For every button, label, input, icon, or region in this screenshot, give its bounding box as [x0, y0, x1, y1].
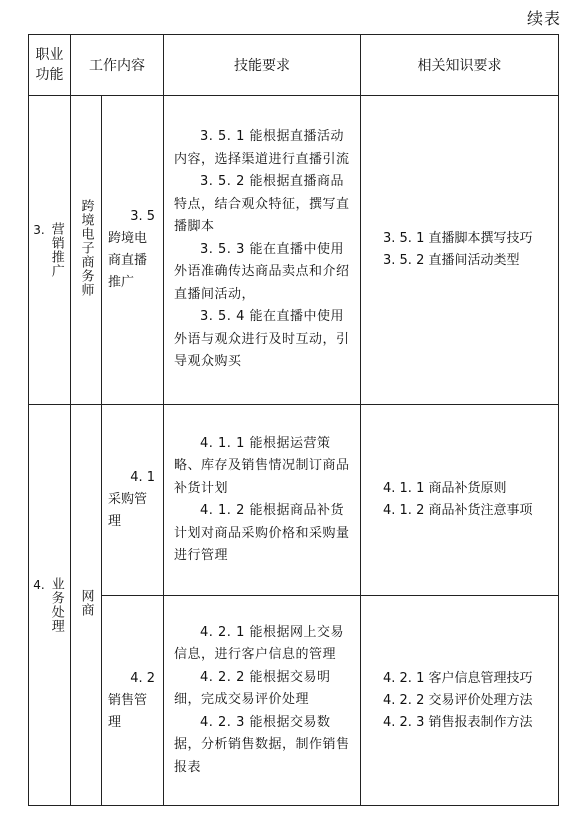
table-row: [29, 405, 559, 596]
knowledge-text: 4. 2. 2 交易评价处理方法: [383, 692, 533, 708]
work-item-cell: [102, 596, 164, 806]
function-name: 业务处理: [48, 577, 64, 633]
table-header-row: [29, 35, 559, 96]
knowledge-cell: [361, 405, 559, 596]
skill-text: 4. 2. 1 能根据网上交易信息，进行客户信息的管理: [174, 624, 344, 663]
skill-cell: [164, 96, 361, 405]
skill-standard-table: [28, 34, 559, 806]
skill-text: 4. 1. 2 能根据商品补货计划对商品采购价格和采购量进行管理: [174, 503, 350, 563]
function-name: 营销推广: [48, 222, 64, 278]
table-row: [29, 596, 559, 806]
skill-text: 3. 5. 4 能在直播中使用外语与观众进行及时互动，引导观众购买: [174, 309, 350, 370]
profession-cell: [71, 405, 102, 806]
skill-text: 3. 5. 3 能在直播中使用外语准确传达商品卖点和介绍直播间活动，: [174, 241, 350, 302]
knowledge-text: 4. 1. 2 商品补货注意事项: [383, 503, 533, 518]
knowledge-cell: [361, 96, 559, 405]
skill-text: 3. 5. 1 能根据直播活动内容，选择渠道进行直播引流: [174, 129, 350, 167]
header-knowledge: 相关知识要求: [361, 35, 559, 96]
skill-text: 4. 1. 1 能根据运营策略、库存及销售情况制订商品补货计划: [174, 435, 350, 496]
table-row: [29, 96, 559, 405]
header-skill: 技能要求: [164, 35, 361, 96]
profession-name: 网商: [78, 589, 94, 617]
knowledge-text: 4. 2. 1 客户信息管理技巧: [383, 670, 533, 686]
profession-cell: [71, 96, 102, 405]
header-work-content: 工作内容: [71, 35, 164, 96]
work-item-name: 采购管理: [108, 492, 148, 529]
function-cell: [29, 96, 71, 405]
skill-text: 3. 5. 2 能根据直播商品特点，结合观众特征，撰写直播脚本: [174, 174, 350, 235]
knowledge-text: 4. 1. 1 商品补货原则: [383, 481, 507, 496]
knowledge-cell: [361, 596, 559, 806]
work-item-number: 3. 5: [130, 209, 155, 224]
skill-cell: [164, 596, 361, 806]
work-item-cell: [102, 405, 164, 596]
work-item-cell: [102, 96, 164, 405]
skill-text: 4. 2. 3 能根据交易数据，分析销售数据，制作销售报表: [174, 714, 350, 775]
function-number: 4.: [33, 578, 45, 592]
knowledge-text: 3. 5. 2 直播间活动类型: [383, 253, 520, 268]
knowledge-text: 3. 5. 1 直播脚本撰写技巧: [383, 231, 533, 246]
skill-text: 4. 2. 2 能根据交易明细，完成交易评价处理: [174, 669, 331, 708]
continued-label: 续表: [526, 9, 561, 28]
function-number: 3.: [33, 223, 45, 237]
work-item-name: 跨境电商直播推广: [108, 231, 148, 290]
header-function-line2: 功能: [35, 67, 64, 83]
header-function: [29, 35, 71, 96]
knowledge-text: 4. 2. 3 销售报表制作方法: [383, 714, 533, 730]
skill-cell: [164, 405, 361, 596]
header-function-line1: 职业: [35, 47, 64, 63]
work-item-number: 4. 2: [130, 670, 155, 686]
function-cell: [29, 405, 71, 806]
profession-name: 跨境电子商务师: [78, 199, 94, 297]
work-item-number: 4. 1: [130, 470, 155, 485]
work-item-name: 销售管理: [108, 692, 148, 730]
